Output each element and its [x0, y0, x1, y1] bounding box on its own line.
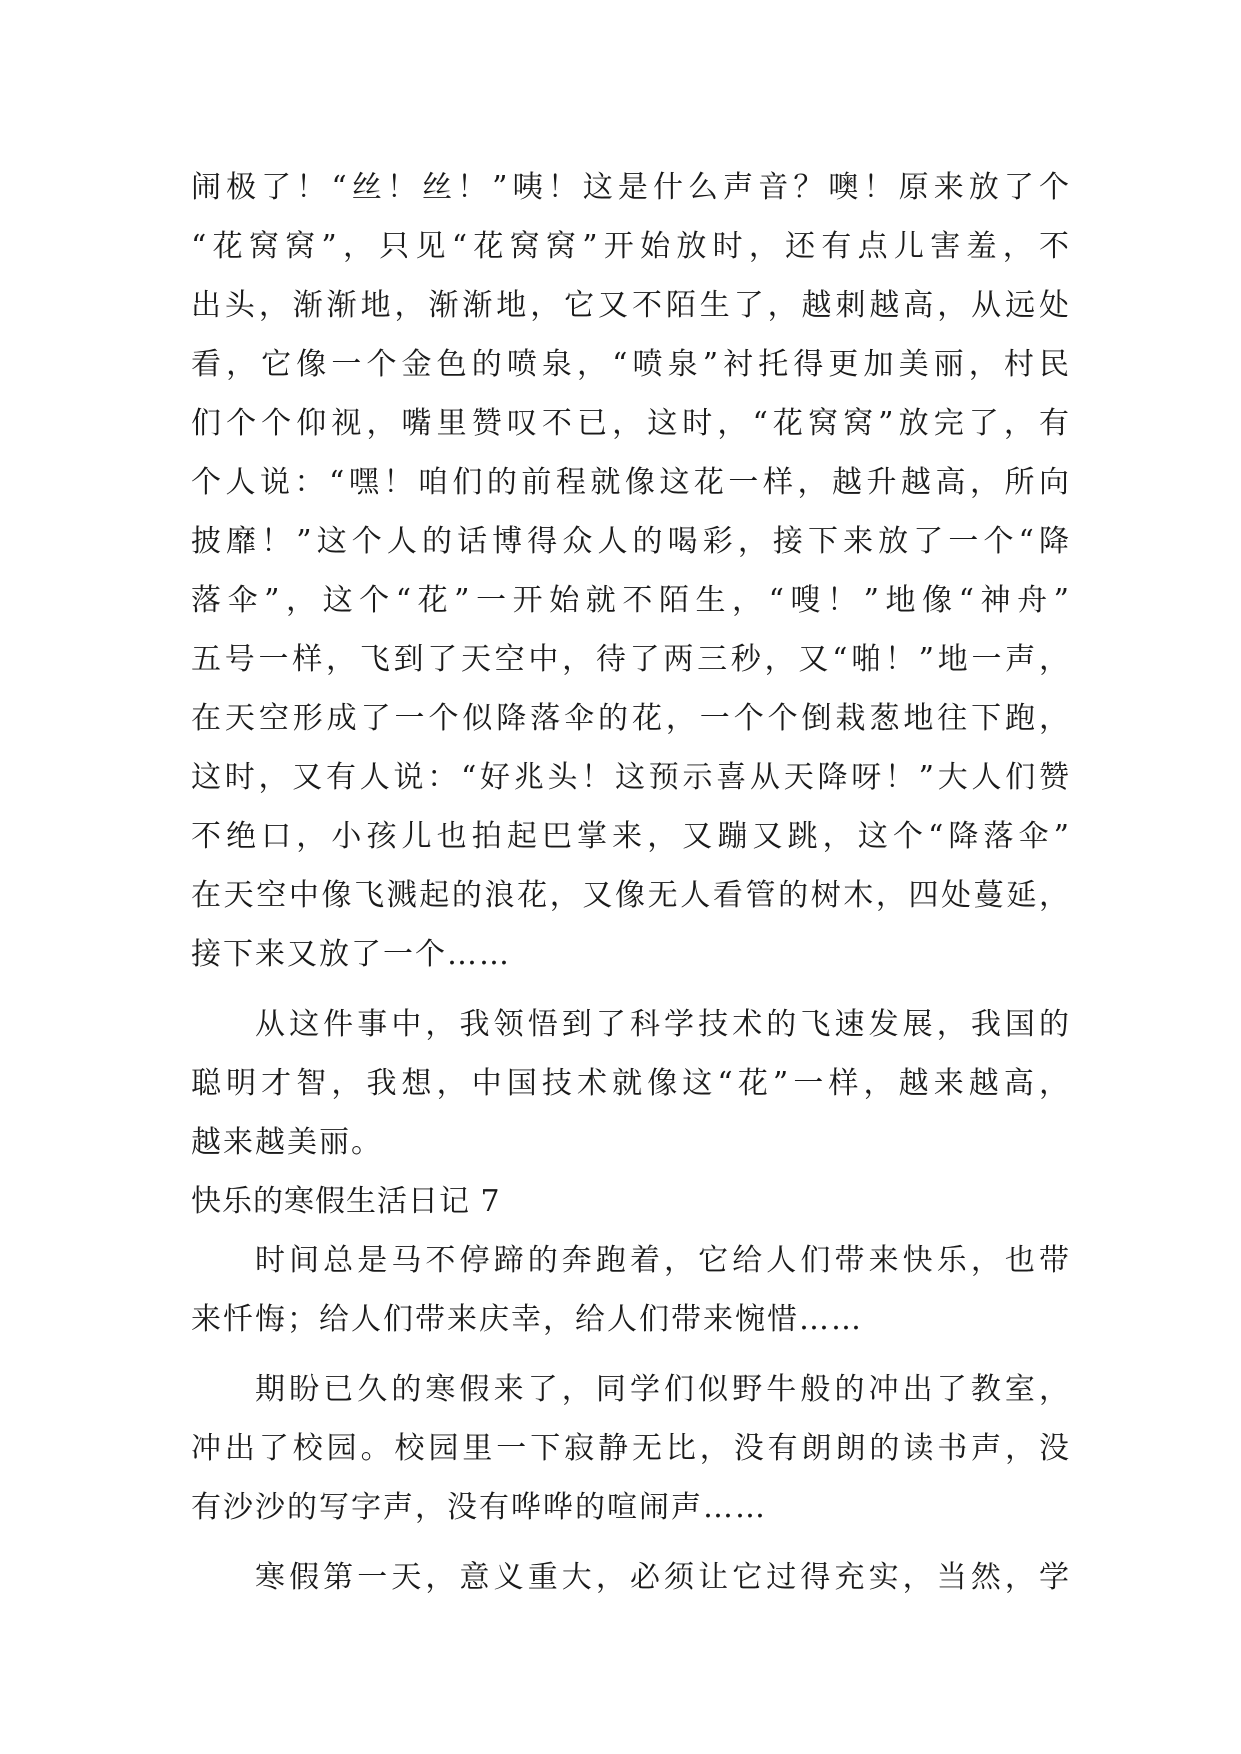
text-line: 冲出了校园。校园里一下寂静无比，没有朗朗的读书声，没 — [191, 1431, 1071, 1466]
text-line: 这时，又有人说：“好兆头！这预示喜从天降呀！”大人们赞 — [191, 760, 1071, 795]
text-line: 在天空形成了一个似降落伞的花，一个个倒栽葱地往下跑， — [191, 701, 1071, 736]
paragraph-gap — [191, 1349, 1071, 1360]
text-line: 五号一样，飞到了天空中，待了两三秒，又“啪！”地一声， — [191, 642, 1071, 677]
text-line: 不绝口，小孩儿也拍起巴掌来，又蹦又跳，这个“降落伞” — [191, 819, 1071, 854]
text-line: 聪明才智，我想，中国技术就像这“花”一样，越来越高， — [191, 1066, 1071, 1101]
text-line: 在天空中像飞溅起的浪花，又像无人看管的树木，四处蔓延， — [191, 878, 1071, 913]
text-line: 时间总是马不停蹄的奔跑着，它给人们带来快乐，也带 — [255, 1243, 1071, 1278]
text-line: “花窝窝”，只见“花窝窝”开始放时，还有点儿害羞，不 — [191, 229, 1071, 264]
section-heading: 快乐的寒假生活日记 7 — [191, 1184, 501, 1219]
text-line: 接下来又放了一个…… — [191, 937, 511, 972]
text-line: 个人说：“嘿！咱们的前程就像这花一样，越升越高，所向 — [191, 465, 1071, 500]
text-line: 们个个仰视，嘴里赞叹不已，这时，“花窝窝”放完了，有 — [191, 406, 1071, 441]
text-line: 披靡！”这个人的话博得众人的喝彩，接下来放了一个“降 — [191, 524, 1071, 559]
text-line: 看，它像一个金色的喷泉，“喷泉”衬托得更加美丽，村民 — [191, 347, 1071, 382]
paragraph-gap — [191, 984, 1071, 995]
text-line: 有沙沙的写字声，没有哗哗的喧闹声…… — [191, 1490, 767, 1525]
paragraph-gap — [191, 1537, 1071, 1548]
article-body — [191, 158, 1071, 1607]
text-line: 出头，渐渐地，渐渐地，它又不陌生了，越刺越高，从远处 — [191, 288, 1071, 323]
text-line: 从这件事中，我领悟到了科学技术的飞速发展，我国的 — [255, 1007, 1071, 1042]
text-line: 落伞”，这个“花”一开始就不陌生，“嗖！”地像“神舟” — [191, 583, 1071, 618]
text-line: 越来越美丽。 — [191, 1125, 383, 1160]
text-line: 闹极了！“丝！丝！”咦！这是什么声音？噢！原来放了个 — [191, 170, 1071, 205]
text-line: 期盼已久的寒假来了，同学们似野牛般的冲出了教室， — [255, 1372, 1071, 1407]
text-line: 来忏悔；给人们带来庆幸，给人们带来惋惜…… — [191, 1302, 863, 1337]
text-line: 寒假第一天，意义重大，必须让它过得充实，当然，学 — [255, 1560, 1071, 1595]
